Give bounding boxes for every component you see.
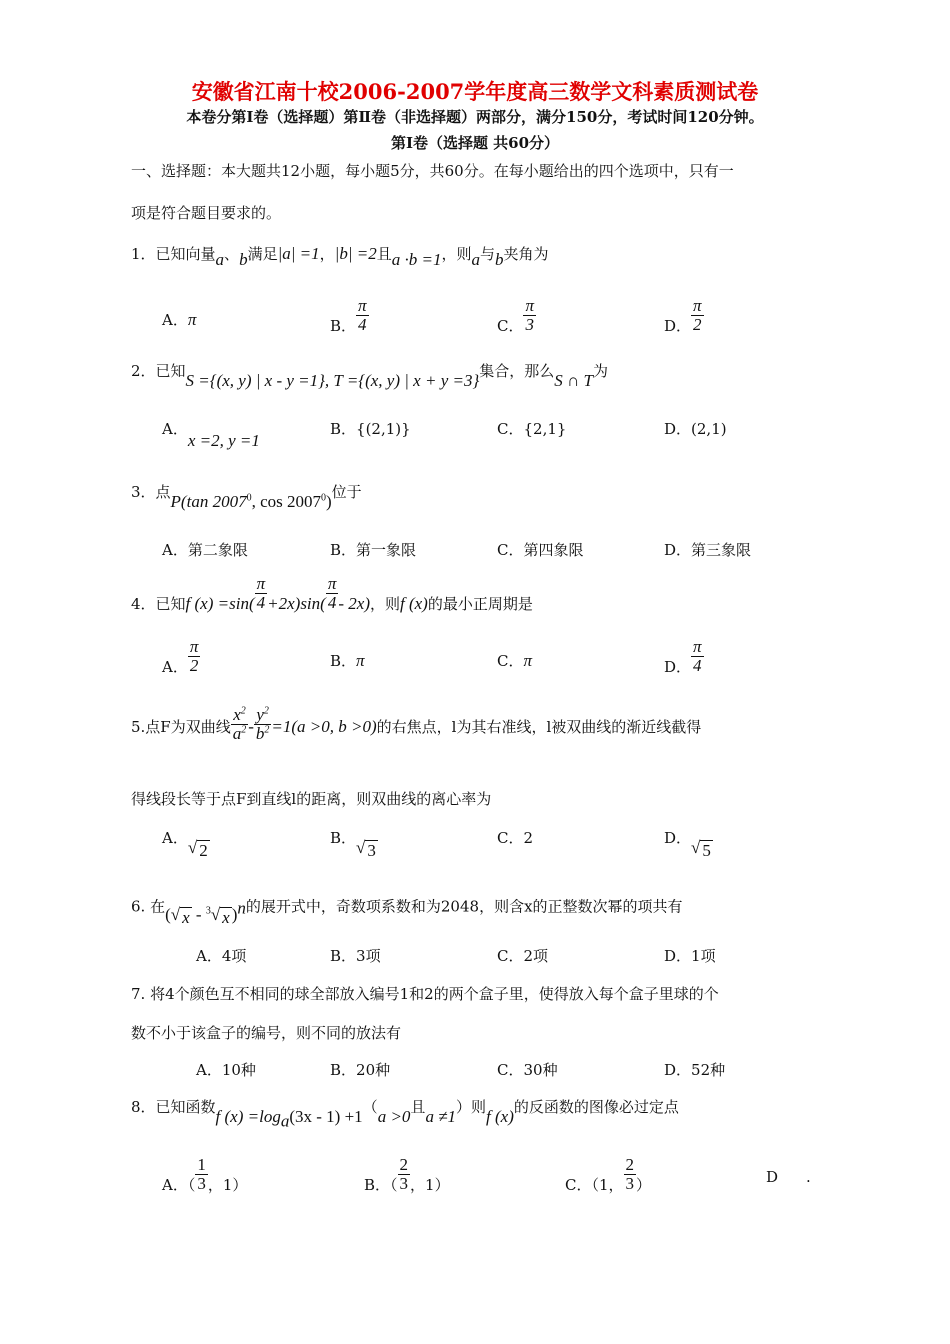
q4-frac2-den: 4 [327,592,337,612]
q1-text-3: 且 [376,245,392,263]
q2-option-b-label: B． [330,420,357,438]
q6-cbrt-x: x [222,907,230,927]
q6-exponent: n [237,898,246,917]
q2-option-d[interactable] [664,418,727,439]
q1-text-2: 满足 [247,245,278,263]
q2-option-b-text: {(2,1)} [356,420,411,438]
q2-option-a[interactable] [162,418,260,450]
q2-option-c-label: C． [497,420,524,438]
q8-option-a-num: 1 [197,1155,206,1174]
q5-frac2-num: y [256,705,264,724]
q4-option-c-label: C． [497,652,524,670]
q8-option-b[interactable] [364,1156,450,1193]
q2-option-a-label: A． [162,420,188,438]
q5-text-2: 的右焦点，l为其右准线，l被双曲线的渐近线截得 [376,718,702,737]
question-7-line2: 数不小于该盒子的编号，则不同的放法有 [131,1024,402,1042]
q4-text-2: ，则 [369,595,400,614]
q5-option-c-text: 2 [523,829,534,847]
q6-minus: - [191,904,206,924]
q5-option-b[interactable]: B． √ 3 [330,829,376,860]
section-instructions-line2: 项是符合题目要求的。 [131,204,282,222]
q8-cond-1: a >0 [377,1107,411,1126]
q5-frac1-num: x [233,705,241,724]
q8-func [215,1107,363,1131]
q4-func-name: f (x) [400,594,428,614]
q1-cond-3: a ·b =1 [391,250,442,269]
q3-text: 3．点 [131,483,171,501]
q8-option-c-den: 3 [625,1173,635,1193]
question-2 [131,360,609,390]
q1-vec-a2: a [471,250,481,269]
q4-option-a-den: 2 [189,655,199,675]
q4-option-d-num: π [693,637,702,656]
q3-deg-1: 0 [246,492,252,504]
q4-frac1-den: 4 [256,592,266,612]
q4-option-b[interactable] [330,650,365,671]
q8-open: （ [362,1098,378,1116]
q7-option-c[interactable]: C．30种 [497,1061,558,1079]
q8-option-c-after: ） [636,1176,652,1195]
q8-option-d[interactable] [766,1168,811,1186]
q4-option-a[interactable] [162,638,200,675]
q8-func-name: f (x) [486,1107,514,1126]
q1-comma: ， [319,245,335,263]
q5-option-a-label: A． [162,829,188,847]
q1-sep: 、 [224,245,240,263]
q5-condition: =1(a >0, b >0) [271,717,377,737]
q5-option-d[interactable]: D． √ 5 [664,829,711,860]
q4-text: 4．已知 [131,595,186,614]
q1-cond-1: |a| =1 [277,244,320,263]
q8-close: ）则 [456,1098,487,1116]
q1-text-6: 夹角为 [503,245,549,263]
question-8 [131,1096,679,1131]
q8-option-d-after: . [806,1168,811,1186]
q2-option-c-text: {2,1} [523,420,567,438]
q6-root-index: 3 [205,905,211,916]
q3-option-a[interactable]: A．第二象限 [162,541,248,559]
q8-option-a-label: A．（ [162,1176,196,1195]
q1-option-d[interactable] [664,297,704,334]
q1-option-c-num: π [525,296,535,315]
q8-text: 8．已知函数 [131,1098,216,1116]
q5-frac1-den: a [232,723,242,743]
question-4 [131,575,533,612]
q4-frac1-num: π [256,574,266,593]
q3-text-2: 位于 [331,483,362,501]
q8-text-2: 且 [410,1098,426,1116]
q8-option-a[interactable] [162,1156,247,1193]
q2-option-c[interactable] [497,418,566,439]
q6-option-b[interactable]: B．3项 [330,947,381,965]
question-7-line1: 7. 将4个颜色互不相同的球全部放入编号1和2的两个盒子里，使得放入每个盒子里球的个 [131,985,719,1003]
q5-option-d-rad: 5 [702,841,711,860]
q3-point [171,492,332,511]
q1-option-b-den: 4 [358,314,367,334]
q7-option-b[interactable]: B．20种 [330,1061,391,1079]
q3-option-d[interactable]: D．第三象限 [664,541,752,559]
q5-frac2-num-exp: 2 [263,705,269,717]
q6-close-paren: ) [231,904,238,924]
q8-option-b-after: ，1） [410,1176,450,1195]
q6-text-2: 的展开式中，奇数项系数和为2048，则含x的正整数次幂的项共有 [245,897,683,916]
q6-sqrt-x: x [182,907,190,927]
q5-frac2-den-exp: 2 [264,724,270,736]
q5-frac1-num-exp: 2 [240,705,246,717]
q1-option-c[interactable] [497,297,536,334]
q1-text: 1．已知向量 [131,245,216,263]
q4-text-3: 的最小正周期是 [427,595,533,614]
q5-frac2-den: b [255,723,265,743]
q2-text-2: 集合，那么 [479,362,555,380]
q8-option-c-num: 2 [625,1155,635,1174]
q2-option-a-math: x =2, y =1 [187,431,260,450]
q4-option-a-label: A． [162,658,188,677]
q8-cond-2: a ≠1 [425,1107,457,1126]
q3-point-part2: , cos 2007 [251,492,321,511]
q8-option-b-den: 3 [399,1173,409,1193]
q6-option-d[interactable]: D．1项 [664,947,716,965]
q8-func-rest: (3x - 1) +1 [289,1107,363,1126]
q3-point-end: ) [326,492,332,511]
q5-frac1-den-exp: 2 [241,724,247,736]
q1-option-c-den: 3 [525,314,534,334]
q1-option-b-label: B． [330,317,357,336]
q8-func-log: f (x) =log [215,1107,281,1126]
q3-option-c[interactable]: C．第四象限 [497,541,584,559]
q6-open-paren: ( [165,904,171,924]
q4-option-d-label: D． [664,658,692,677]
q4-frac2-num: π [327,574,337,593]
q1-option-d-label: D． [664,317,692,336]
q6-expr: ( √ x - $^3$ √ x )$^n$ [165,898,246,927]
section-instructions-line1: 一、选择题：本大题共12小题，每小题5分，共60分。在每小题给出的四个选项中，只有一 [131,162,734,180]
part1-heading: 第Ⅰ卷（选择题 共60分） [390,134,560,152]
q5-option-d-label: D． [664,829,692,847]
q5-option-a-rad: 2 [199,841,208,860]
q5-minus: - [248,717,254,737]
q1-option-a-math: π [187,310,197,329]
q1-option-d-num: π [693,296,702,315]
q3-deg-2: 0 [321,492,326,504]
exam-intro: 本卷分第Ⅰ卷（选择题）第Ⅱ卷（非选择题）两部分，满分150分，考试时间120分钟。 [186,108,764,126]
q4-option-d[interactable] [664,638,704,675]
q1-text-4: ，则 [441,245,472,263]
q5-option-a[interactable]: A． √ 2 [162,829,208,860]
question-5-line2: 得线段长等于点F到直线l的距离，则双曲线的离心率为 [131,790,492,808]
q8-option-b-num: 2 [399,1155,409,1174]
q8-option-a-den: 3 [197,1173,206,1193]
q5-option-b-label: B． [330,829,357,847]
q6-text: 6. 在 [131,897,166,916]
q8-log-base: a [280,1111,290,1131]
q4-option-b-math: π [356,651,365,670]
q1-vec-a: a [215,250,225,269]
q5-text: 5.点F为双曲线 [131,718,231,737]
q5-option-b-rad: 3 [367,841,376,860]
q1-option-a-label: A． [162,311,188,329]
q1-option-c-label: C． [497,317,524,336]
q4-func-end: - 2x) [338,594,370,614]
q6-option-c[interactable]: C．2项 [497,947,549,965]
q6-option-a[interactable]: A．4项 [196,947,247,965]
q1-text-5: 与 [480,245,496,263]
q2-text: 2．已知 [131,362,186,380]
q8-option-b-label: B．（ [364,1176,398,1195]
question-5 [131,706,701,743]
q1-option-d-den: 2 [693,314,702,334]
q2-option-d-text: (2,1) [691,420,727,438]
q8-text-3: 的反函数的图像必过定点 [513,1098,679,1116]
q1-cond-2: |b| =2 [334,244,377,263]
q4-option-d-den: 4 [693,655,702,675]
q1-option-b[interactable] [330,297,369,334]
q7-option-d[interactable]: D．52种 [664,1061,726,1079]
q5-option-c[interactable] [497,827,533,848]
q2-intersection: S ∩ T [554,371,594,390]
exam-title: 安徽省江南十校2006-2007学年度高三数学文科素质测试卷 [191,79,759,104]
q1-vec-b2: b [495,250,504,269]
q8-option-c-label: C．（1， [565,1176,624,1195]
q4-option-b-label: B． [330,652,357,670]
q3-option-b[interactable]: B．第一象限 [330,541,417,559]
q1-vec-b: b [239,250,248,269]
q4-option-c-math: π [523,651,533,670]
q8-option-a-after: ，1） [207,1176,248,1195]
q3-point-part1: P(tan 2007 [170,492,247,511]
q2-set-expr: S ={(x, y) | x - y =1}, T ={(x, y) | x + y =3} [185,371,480,390]
q5-option-c-label: C． [497,829,524,847]
question-6 [131,890,683,927]
question-1 [131,243,549,269]
q1-option-b-num: π [358,296,367,315]
q4-func-mid: +2x)sin( [267,594,326,614]
q8-option-d-label: D [766,1168,779,1186]
q2-option-d-label: D． [664,420,692,438]
q8-option-c[interactable] [565,1156,651,1193]
q4-option-a-num: π [189,637,199,656]
q4-func-start: f (x) =sin( [185,594,255,614]
q1-option-a[interactable] [162,309,196,330]
q4-option-c[interactable] [497,650,532,671]
q2-text-3: 为 [593,362,609,380]
q7-option-a[interactable]: A．10种 [196,1061,256,1079]
question-3 [131,481,362,511]
q2-option-b[interactable] [330,418,411,439]
